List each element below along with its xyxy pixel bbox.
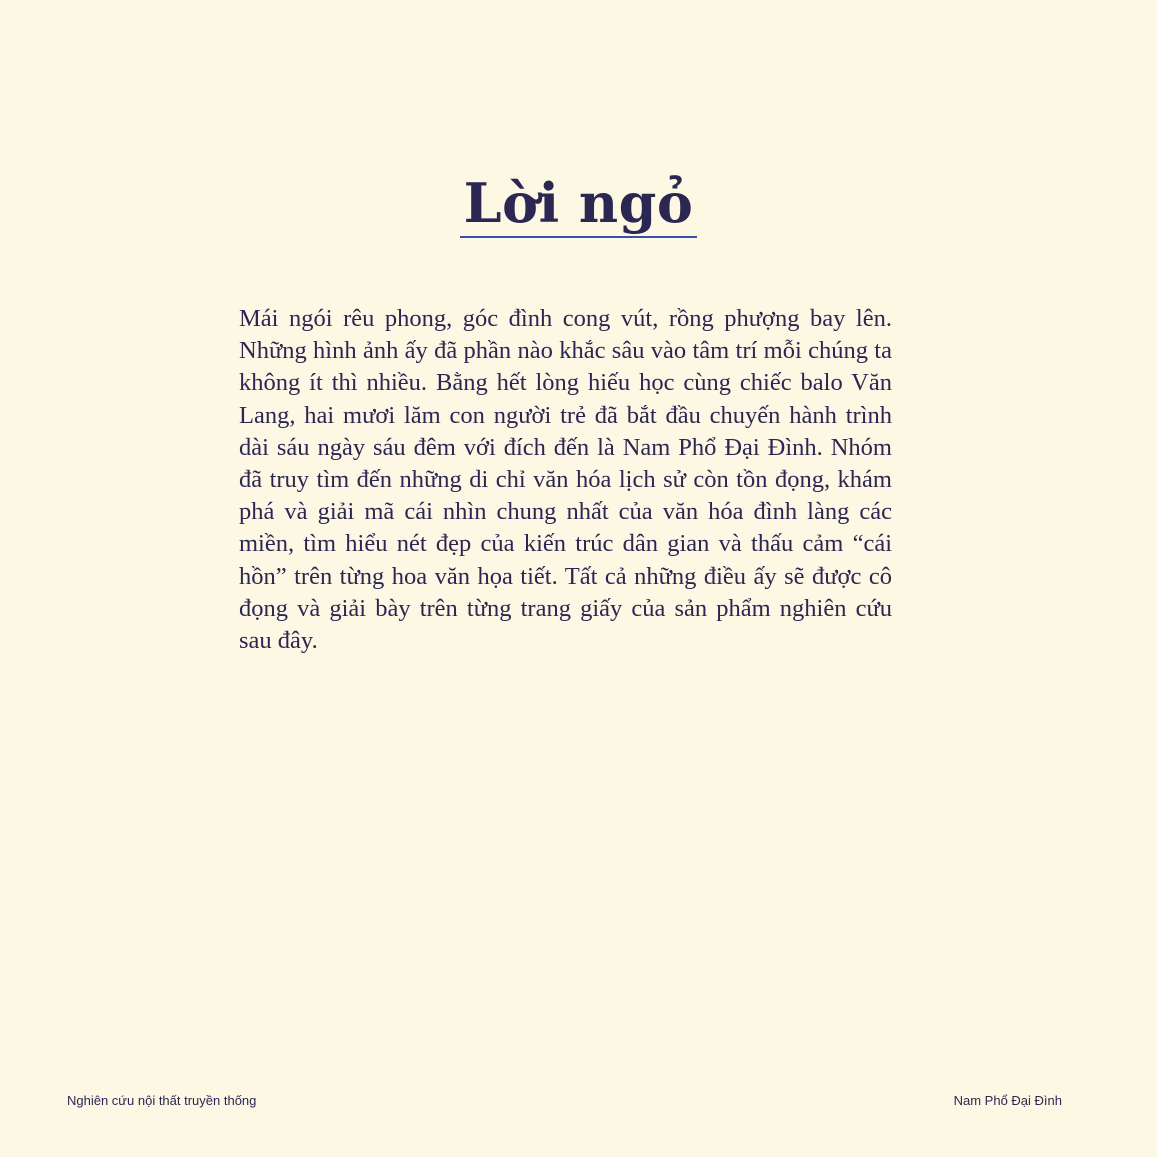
footer-right-text: Nam Phổ Đại Đình <box>953 1093 1062 1108</box>
page-title: Lời ngỏ <box>460 170 698 238</box>
title-container <box>0 170 1157 238</box>
intro-paragraph: Mái ngói rêu phong, góc đình cong vút, rồng phượng bay lên. Những hình ảnh ấy đã phần nào khắc sâu vào tâm trí mỗi chúng ta không ít thì nhiều. Bằng hết lòng hiếu học cùng chiếc balo Văn Lang, hai mươi lăm con người trẻ đã bắt đầu chuyến hành trình dài sáu ngày sáu đêm với đích đến là Nam Phổ Đại Đình. Nhóm đã truy tìm đến những di chỉ văn hóa lịch sử còn tồn đọng, khám phá và giải mã cái nhìn chung nhất của văn hóa đình làng các miền, tìm hiểu nét đẹp của kiến trúc dân gian và thấu cảm “cái hồn” trên từng hoa văn họa tiết. Tất cả những điều ấy sẽ được cô đọng và giải bày trên từng trang giấy của sản phẩm nghiên cứu sau đây. <box>239 305 892 655</box>
footer-left-text: Nghiên cứu nội thất truyền thống <box>67 1093 257 1108</box>
